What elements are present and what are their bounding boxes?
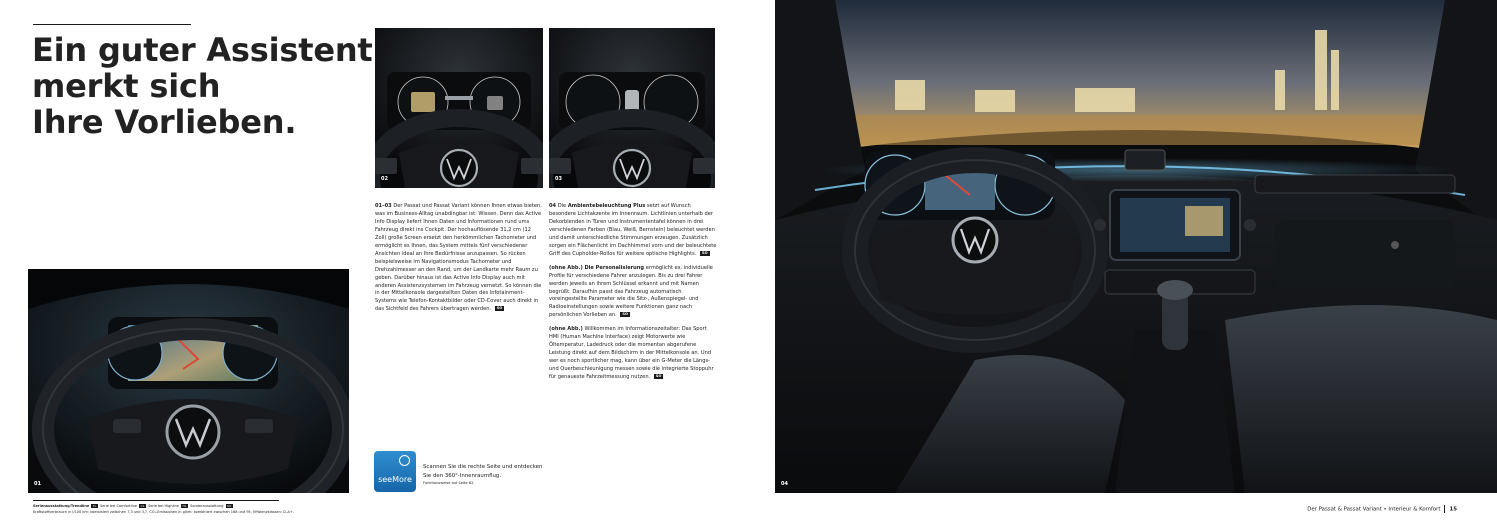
photo-03-illustration <box>549 28 715 188</box>
highlight-term: Ambientebeleuchtung Plus <box>567 203 646 209</box>
paragraph-ambient-lighting: 04 Die Ambientebeleuchtung Plus setzt auf Wunsch besondere Lichtakzente im Innenraum. Lichtlinien unterhalb der Dekorblenden in Türen und Instrumententafel können in drei verschiedenen Farben (Blau, Weiß, Bernstein) beleuchtet werden und damit unterschiedliche Stimmungen erzeugen. Zusätzlich sorgen ein Flächenlicht im Dachhimmel vorn und der beleuchtete Griff des Cupholder-Rollos für weitere optische Highlights. SO <box>549 203 717 257</box>
page-number: 15 <box>1449 506 1457 513</box>
photo-04-number: 04 <box>781 481 788 487</box>
highlight-term: Die Personalisierung <box>584 264 645 271</box>
paragraph-sport-hmi: (ohne Abb.) Willkommen im Informationszeitalter: Das Sport HMI (Human Machine Interface) zeigt Motorwerte wie Öltemperatur, Ladedruck oder die momentan abgerufene Leistung direkt auf dem Bildschirm in der Mittelkonsole an. Und wer es noch sportlicher mag, kann über ein G-Meter die Längs- und Querbeschleunigung messen sowie die integrierte Stoppuhr für genaueste Fahrzeitmessung nutzen. SO <box>549 326 714 381</box>
footer-section-title: Der Passat & Passat Variant • Interieur & Komfort <box>1307 506 1441 513</box>
footnote-rule <box>33 500 279 501</box>
photo-04-illustration <box>775 0 1497 493</box>
photo-02-display <box>375 28 543 188</box>
photo-04-interior <box>775 0 1497 493</box>
text-column-1 <box>375 203 543 320</box>
page-footer <box>1307 505 1457 513</box>
headline-line-3: Ihre Vorlieben. <box>32 103 297 141</box>
photo-02-number: 02 <box>381 176 388 182</box>
badge-so: SO <box>227 504 232 508</box>
headline-line-2: merkt sich <box>32 67 221 105</box>
top-rule <box>33 24 191 25</box>
photo-01-number: 01 <box>34 481 41 487</box>
sonderausstattung-badge: SO <box>496 306 503 311</box>
footer-separator <box>1444 505 1445 513</box>
seemore-reference: Funktionsweise auf Seite 82. <box>423 481 475 485</box>
badge-hl: HL <box>182 504 187 508</box>
headline <box>32 31 373 141</box>
headline-line-1: Ein guter Assistent <box>32 31 373 69</box>
photo-01-illustration <box>28 269 349 493</box>
paragraph-lead: (ohne Abb.) <box>549 326 583 333</box>
paragraph-lead: (ohne Abb.) <box>549 264 583 271</box>
seemore-hint <box>423 463 543 486</box>
equipment-legend: Serienausstattung/Trendline TL Serie bei Comfortline CL Serie bei Highline HL Sonderausstattung SO <box>33 504 232 508</box>
paragraph-active-info-display <box>375 203 543 314</box>
vw-logo-icon <box>399 455 410 466</box>
paragraph-text: Der Passat und Passat Variant können Ihnen etwas bieten, was im Business-Alltag unabdingbar ist: Wissen. Denn das Active Info Display liefert Ihnen Daten und Informationen rund ums Fahrzeug direkt ins Cockpit. Der hochauflösende 31,2 cm (12 Zoll) große Screen ersetzt den herkömmlichen Tachometer und ermöglicht es Ihnen, das System mittels fünf verschiedener Ansichten ideal an Ihre Bedürfnisse anzupassen. So rücken beispielsweise im Navigationsmodus Tachometer und Drehzahlmesser an den Rand, um der Landkarte mehr Raum zu geben. Darüber hinaus ist das Active Info Display auch mit anderen Assistenzsystemen im Fahrzeug vernetzt. So können die in der Mittelkonsole dargestellten Daten des Infotainment-Systems wie Telefon-Kontaktbilder oder CD-Cover auch direkt in das Sichtfeld des Fahrers übertragen werden. <box>375 203 542 313</box>
paragraph-lead: 01–03 <box>375 203 392 209</box>
sonderausstattung-badge: SO <box>622 312 629 317</box>
sonderausstattung-badge: SO <box>702 250 708 255</box>
photo-01-cockpit <box>28 269 349 493</box>
sonderausstattung-badge: SO <box>655 374 662 379</box>
badge-tl: TL <box>92 504 97 508</box>
text-column-2 <box>549 203 717 388</box>
paragraph-lead: 04 <box>549 203 557 209</box>
badge-cl: CL <box>140 504 145 508</box>
seemore-instruction: Scannen Sie die rechte Seite und entdecken Sie den 360°-Innenraumflug. <box>423 464 543 479</box>
seemore-app-icon[interactable] <box>374 451 416 492</box>
seemore-icon-label: seeMore <box>378 475 412 484</box>
photo-03-display <box>549 28 715 188</box>
paragraph-personalisation: (ohne Abb.) Die Personalisierung ermöglicht es, individuelle Profile für verschiedene Fahrer anzulegen. Bis zu drei Fahrer werden jeweils an ihrem Schlüssel erkannt und mit Namen begrüßt. Daraufhin passt das Fahrzeug automatisch voreingestellte Parameter wie die Sitz-, Außenspiegel- und Radioeinstellungen sowie weitere Funktionen ganz nach persönlichen Vorlieben an. SO <box>549 264 713 319</box>
photo-03-number: 03 <box>555 176 562 182</box>
consumption-note: Kraftstoffverbrauch in l/100 km: kombiniert zwischen 7,3 und 3,7, CO₂-Emissionen in g/km: kombiniert zwischen 168 und 95, Effizienzklassen: D–A+. <box>33 510 294 514</box>
photo-02-illustration <box>375 28 543 188</box>
